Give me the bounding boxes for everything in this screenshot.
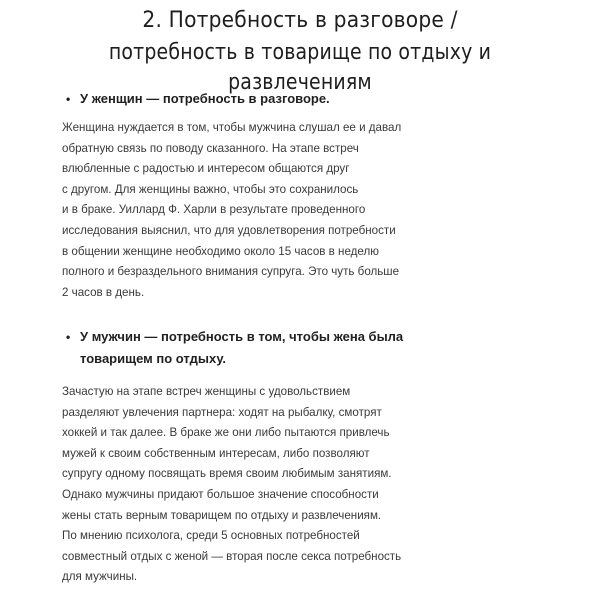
paragraph-line: По мнению психолога, среди 5 основных потребностей [62,529,360,543]
paragraph-line: в общении женщине необходимо около 15 часов в неделю [62,244,379,258]
bullet-icon: • [66,92,71,106]
paragraph-line: 2 часов в день. [62,285,145,299]
section-heading-text-line-2: товарищем по отдыху. [80,351,227,366]
paragraph-line: супругу одному посвящать время своим любимым занятиям. [62,467,392,481]
paragraph-line: для мужчины. [62,570,138,584]
paragraph-women [62,118,552,303]
paragraph-line: Зачастую на этапе встреч женщины с удовольствием [62,385,351,398]
paragraph-line: жены стать верным товарищем по отдыху и развлечениям. [62,508,382,522]
paragraph-line: с другом. Для женщины важно, чтобы это сохранилось [62,182,359,196]
paragraph-line: разделяют увлечения партнера: ходят на рыбалку, смотрят [62,405,382,419]
paragraph-line: исследования выяснил, что для удовлетворения потребности [62,223,396,237]
paragraph-line: хоккей и так далее. В браке же они либо пытаются привлечь [62,426,390,440]
section-heading-text-line-1: У мужчин — потребность в том, чтобы жена была [80,329,404,344]
title-line-2: потребность в товарище по отдыху и развлечениям [108,40,492,95]
paragraph-men [62,382,552,588]
paragraph-line: совместный отдых с женой — вторая после секса потребность [62,549,402,563]
page-title [0,6,600,98]
bullet-icon: • [66,330,71,344]
paragraph-line: полного и безраздельного внимания супруга. Это чуть больше [62,265,400,279]
section-heading-men [66,326,536,370]
paragraph-line: Женщина нуждается в том, чтобы мужчина слушал ее и давал [62,121,402,134]
paragraph-line: Однако мужчины придают большое значение способности [62,487,379,501]
paragraph-line: обратную связь по поводу сказанного. На этапе встреч [62,141,359,155]
paragraph-line: влюбленные с радостью и интересом общаются друг [62,162,350,176]
section-heading-text: У женщин — потребность в разговоре. [80,91,330,106]
paragraph-line: и в браке. Уиллард Ф. Харли в результате проведенного [62,203,366,217]
title-line-1: 2. Потребность в разговоре / [142,8,458,33]
section-heading-women [66,88,536,110]
paragraph-line: мужей к своим собственным интересам, либо позволяют [62,446,370,460]
